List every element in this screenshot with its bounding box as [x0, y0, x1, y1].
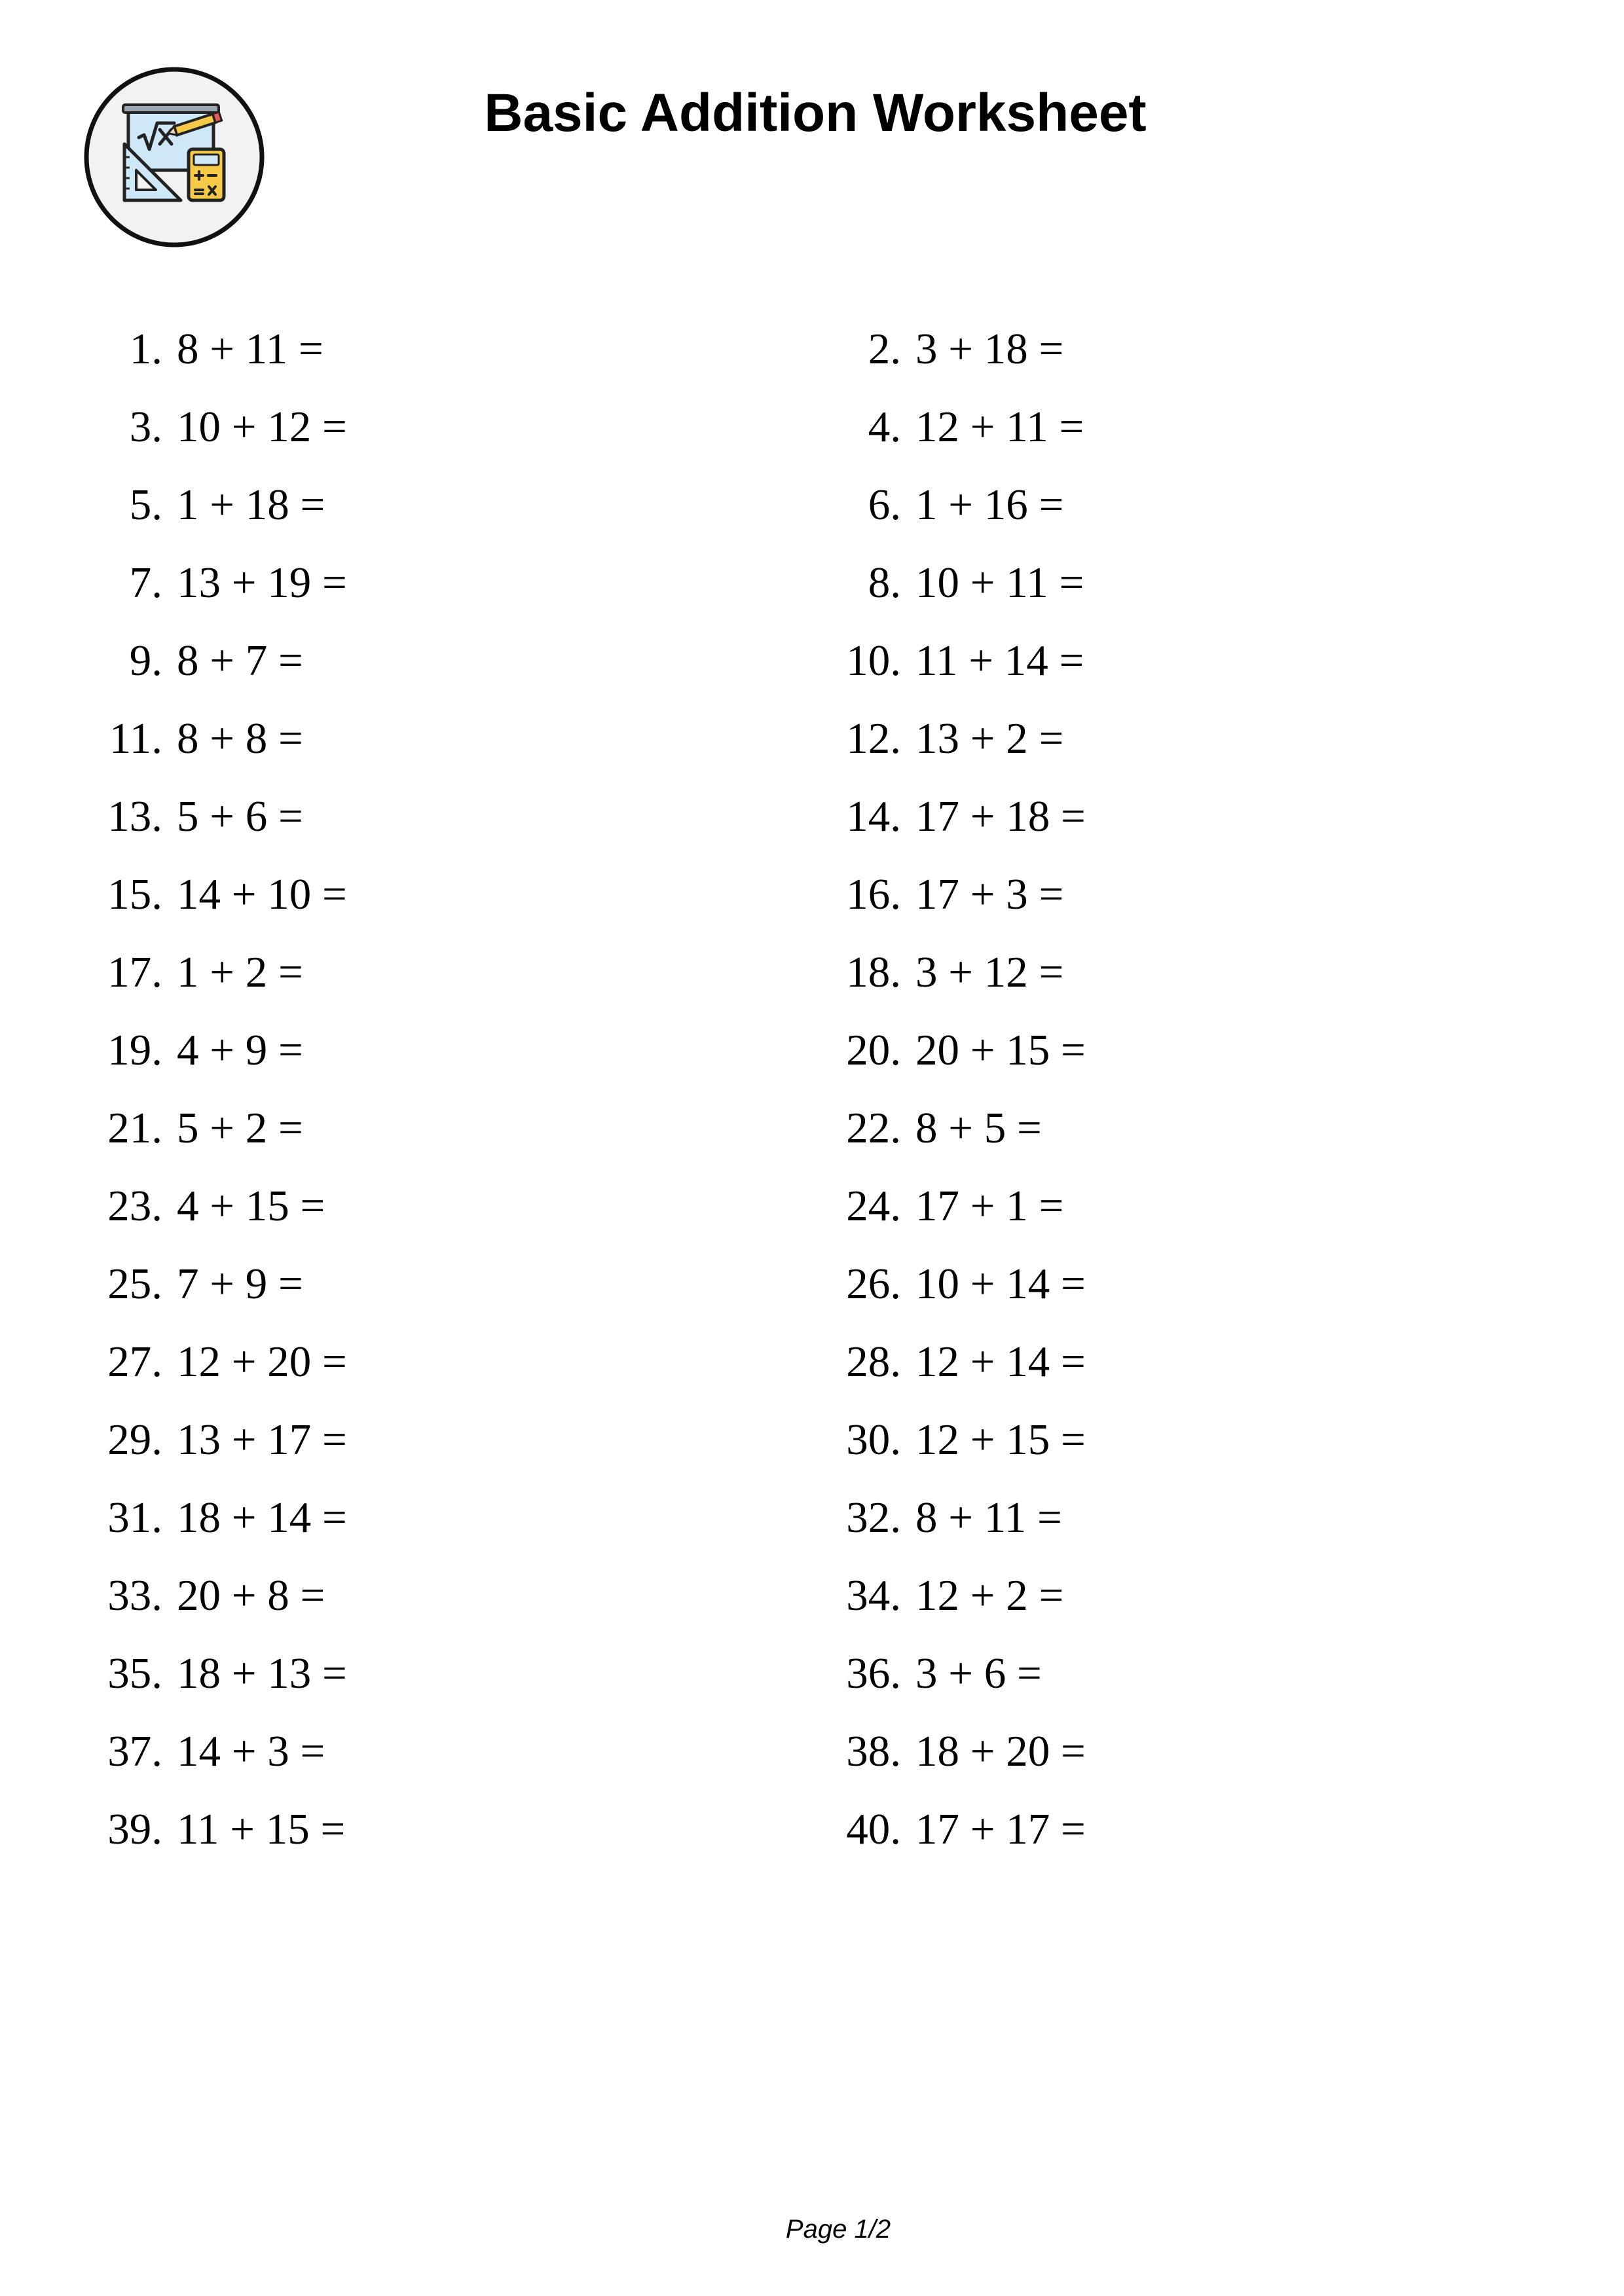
problem-item — [92, 1644, 347, 1722]
problem-number: 28. — [846, 1338, 901, 1386]
problem-number: 7. — [129, 558, 162, 607]
problem-item — [830, 1254, 1086, 1332]
problem-expression: 12 + 11 = — [915, 403, 1084, 451]
problem-expression: 8 + 8 = — [177, 714, 303, 763]
problem-number: 25. — [107, 1260, 162, 1308]
problem-number: 3. — [129, 403, 162, 451]
problem-number: 23. — [107, 1182, 162, 1230]
problem-item — [830, 1644, 1042, 1722]
problem-number: 12. — [846, 714, 901, 763]
problem-expression: 12 + 2 = — [915, 1571, 1064, 1620]
problem-item — [92, 1410, 347, 1488]
problem-expression: 18 + 13 = — [177, 1649, 347, 1698]
problem-item — [830, 787, 1086, 865]
problem-item — [830, 1176, 1063, 1254]
problem-number: 30. — [846, 1415, 901, 1464]
problem-number: 39. — [107, 1805, 162, 1853]
problem-item — [92, 1254, 303, 1332]
problem-item — [830, 1332, 1086, 1410]
problem-item — [92, 631, 303, 709]
problem-expression: 1 + 18 = — [177, 481, 325, 529]
problem-item — [92, 397, 347, 475]
problem-number: 20. — [846, 1026, 901, 1074]
problem-item — [92, 1800, 345, 1878]
problem-number: 8. — [868, 558, 901, 607]
problem-expression: 7 + 9 = — [177, 1260, 303, 1308]
problem-expression: 11 + 15 = — [177, 1805, 346, 1853]
problem-expression: 17 + 3 = — [915, 870, 1064, 919]
problem-expression: 11 + 14 = — [915, 636, 1084, 685]
problem-expression: 17 + 18 = — [915, 792, 1086, 841]
problem-expression: 14 + 10 = — [177, 870, 347, 919]
problem-expression: 12 + 20 = — [177, 1338, 347, 1386]
problem-item — [830, 1800, 1086, 1878]
problem-expression: 13 + 17 = — [177, 1415, 347, 1464]
problem-number: 29. — [107, 1415, 162, 1464]
problem-item — [92, 319, 323, 397]
problem-number: 4. — [868, 403, 901, 451]
problem-number: 19. — [107, 1026, 162, 1074]
problem-expression: 12 + 15 = — [915, 1415, 1086, 1464]
problem-item — [830, 397, 1084, 475]
problem-number: 35. — [107, 1649, 162, 1698]
problem-expression: 3 + 6 = — [915, 1649, 1042, 1698]
problem-item — [92, 1099, 303, 1176]
problem-item — [830, 1021, 1086, 1099]
problem-number: 27. — [107, 1338, 162, 1386]
problem-number: 10. — [846, 636, 901, 685]
problem-expression: 8 + 7 = — [177, 636, 303, 685]
problem-expression: 13 + 2 = — [915, 714, 1064, 763]
problem-item — [92, 1722, 325, 1800]
problem-number: 11. — [109, 714, 162, 763]
problem-item — [92, 553, 347, 631]
problem-expression: 8 + 5 = — [915, 1104, 1042, 1152]
problem-expression: 4 + 15 = — [177, 1182, 325, 1230]
problem-item — [830, 475, 1063, 553]
problem-expression: 10 + 14 = — [915, 1260, 1086, 1308]
problem-number: 33. — [107, 1571, 162, 1620]
problem-expression: 1 + 2 = — [177, 948, 303, 996]
problem-expression: 10 + 12 = — [177, 403, 347, 451]
problem-number: 13. — [107, 792, 162, 841]
problem-expression: 14 + 3 = — [177, 1727, 325, 1776]
problem-number: 18. — [846, 948, 901, 996]
problem-number: 14. — [846, 792, 901, 841]
page-number: Page 1/2 — [785, 2215, 891, 2244]
problem-item — [92, 1176, 325, 1254]
problem-number: 32. — [846, 1493, 901, 1542]
problem-number: 17. — [107, 948, 162, 996]
problem-expression: 17 + 1 = — [915, 1182, 1064, 1230]
problem-expression: 8 + 11 = — [177, 325, 323, 373]
problem-expression: 13 + 19 = — [177, 558, 347, 607]
problem-item — [830, 709, 1063, 787]
problem-expression: 18 + 20 = — [915, 1727, 1086, 1776]
problem-expression: 4 + 9 = — [177, 1026, 303, 1074]
problem-item — [830, 943, 1063, 1021]
page-title: Basic Addition Worksheet — [484, 83, 1147, 143]
problem-number: 36. — [846, 1649, 901, 1698]
problem-expression: 1 + 16 = — [915, 481, 1064, 529]
problem-item — [830, 553, 1084, 631]
problem-number: 6. — [868, 481, 901, 529]
problem-expression: 3 + 18 = — [915, 325, 1064, 373]
problem-item — [92, 1566, 325, 1644]
problem-item — [92, 1332, 347, 1410]
problem-item — [92, 475, 325, 553]
problem-number: 34. — [846, 1571, 901, 1620]
problem-expression: 18 + 14 = — [177, 1493, 347, 1542]
problem-item — [92, 865, 347, 943]
problem-item — [830, 1488, 1062, 1566]
problem-expression: 12 + 14 = — [915, 1338, 1086, 1386]
problem-number: 24. — [846, 1182, 901, 1230]
problem-expression: 10 + 11 = — [915, 558, 1084, 607]
problem-number: 2. — [868, 325, 901, 373]
problem-number: 1. — [129, 325, 162, 373]
problem-expression: 3 + 12 = — [915, 948, 1064, 996]
problem-item — [92, 1488, 347, 1566]
problem-number: 15. — [107, 870, 162, 919]
problem-number: 40. — [846, 1805, 901, 1853]
problem-number: 5. — [129, 481, 162, 529]
problem-number: 21. — [107, 1104, 162, 1152]
problem-number: 31. — [107, 1493, 162, 1542]
problem-expression: 8 + 11 = — [915, 1493, 1062, 1542]
problem-item — [830, 1722, 1086, 1800]
problem-number: 9. — [129, 636, 162, 685]
problem-number: 16. — [846, 870, 901, 919]
problem-item — [830, 319, 1063, 397]
problem-number: 38. — [846, 1727, 901, 1776]
problem-item — [830, 865, 1063, 943]
problem-item — [830, 1099, 1042, 1176]
problem-item — [92, 1021, 303, 1099]
problem-expression: 20 + 15 = — [915, 1026, 1086, 1074]
problem-number: 22. — [846, 1104, 901, 1152]
problem-number: 37. — [107, 1727, 162, 1776]
problem-expression: 17 + 17 = — [915, 1805, 1086, 1853]
problem-item — [830, 631, 1084, 709]
problem-item — [92, 787, 303, 865]
problem-number: 26. — [846, 1260, 901, 1308]
problem-item — [830, 1410, 1086, 1488]
problem-item — [830, 1566, 1063, 1644]
problem-item — [92, 709, 303, 787]
problem-item — [92, 943, 303, 1021]
problem-expression: 5 + 6 = — [177, 792, 303, 841]
problem-expression: 5 + 2 = — [177, 1104, 303, 1152]
problem-expression: 20 + 8 = — [177, 1571, 325, 1620]
